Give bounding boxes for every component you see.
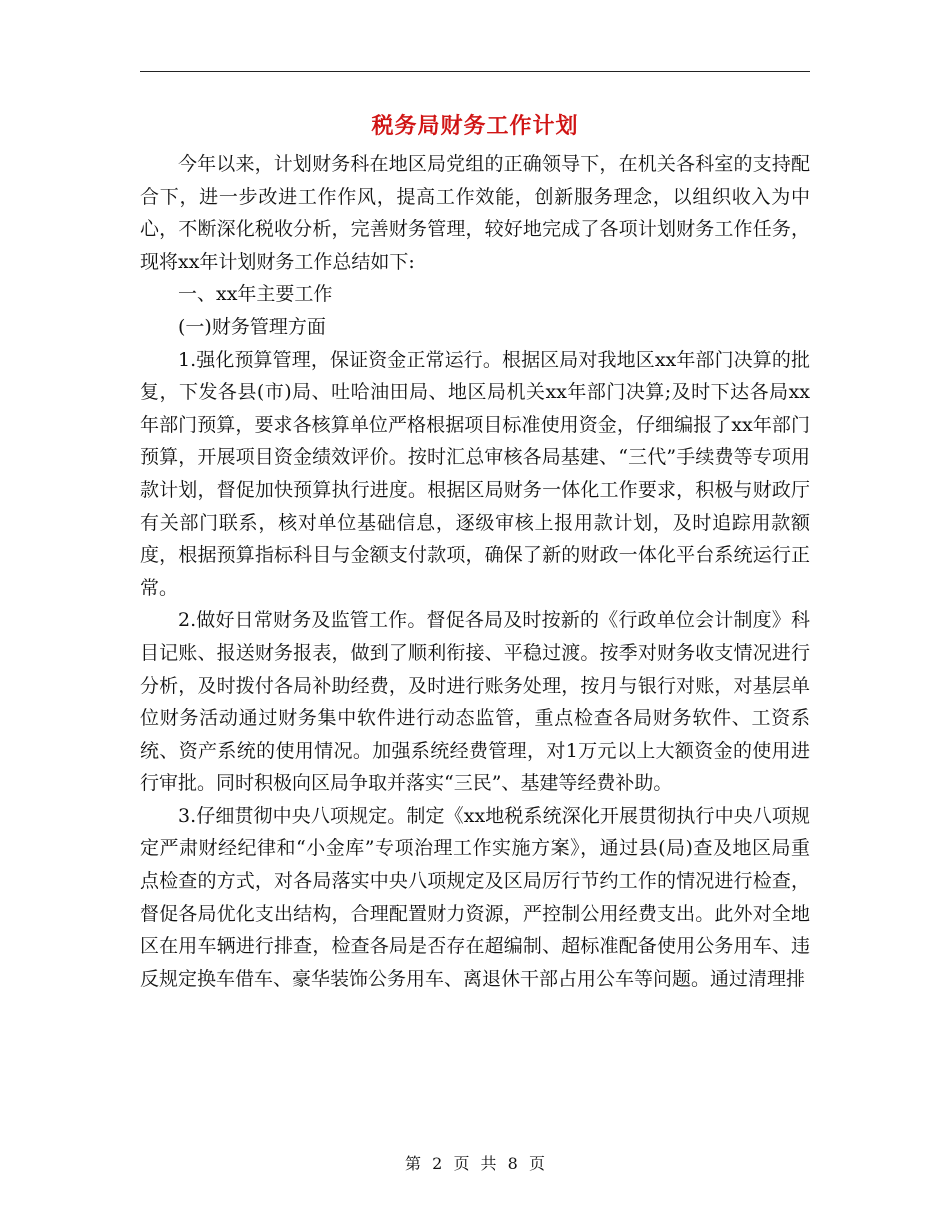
section-heading: 一、xx年主要工作 bbox=[178, 283, 333, 306]
document-title: 税务局财务工作计划 bbox=[371, 113, 579, 139]
page-footer bbox=[0, 1153, 950, 1175]
item-paragraph-3: 3.仔细贯彻中央八项规定。制定《xx地税系统深化开展贯彻执行中央八项规定严肃财经纪律和“小金库”专项治理工作实施方案》，通过县(局)查及地区局重点检查的方式，对各局落实中央八项规定及区局厉行节约工作的情况进行检查，督促各局优化支出结构，合理配置财力资源，严控制公用经费支出。此外对全地区在用车辆进行排查，检查各局是否存在超编制、超标准配备使用公务用车、违反规定换车借车、豪华装饰公务用车、离退休干部占用公车等问题。通过清理排 bbox=[140, 804, 810, 990]
footer-suffix: 页 bbox=[528, 1154, 545, 1173]
footer-page-number: 2 bbox=[432, 1154, 443, 1173]
footer-prefix: 第 bbox=[405, 1154, 422, 1173]
footer-page-label: 页 bbox=[453, 1154, 470, 1173]
footer-total-label: 共 bbox=[480, 1154, 497, 1173]
subsection-heading: (一)财务管理方面 bbox=[178, 315, 326, 338]
item-paragraph-2: 2.做好日常财务及监管工作。督促各局及时按新的《行政单位会计制度》科目记账、报送财务报表，做到了顺利衔接、平稳过渡。按季对财务收支情况进行分析，及时拨付各局补助经费，及时进行账务处理，按月与银行对账，对基层单位财务活动通过财务集中软件进行动态监管，重点检查各局财务软件、工资系统、资产系统的使用情况。加强系统经费管理，对1万元以上大额资金的使用进行审批。同时积极向区局争取并落实“三民”、基建等经费补助。 bbox=[140, 609, 810, 795]
item-paragraph-1: 1.强化预算管理，保证资金正常运行。根据区局对我地区xx年部门决算的批复，下发各县(市)局、吐哈油田局、地区局机关xx年部门决算;及时下达各局xx年部门预算，要求各核算单位严格根据项目标准使用资金，仔细编报了xx年部门预算，开展项目资金绩效评价。按时汇总审核各局基建、“三代”手续费等专项用款计划，督促加快预算执行进度。根据区局财务一体化工作要求，积极与财政厅有关部门联系，核对单位基础信息，逐级审核上报用款计划，及时追踪用款额度，根据预算指标科目与金额支付款项，确保了新的财政一体化平台系统运行正常。 bbox=[140, 348, 810, 599]
intro-paragraph: 今年以来，计划财务科在地区局党组的正确领导下，在机关各科室的支持配合下，进一步改进工作作风，提高工作效能，创新服务理念，以组织收入为中心，不断深化税收分析，完善财务管理，较好地完成了各项计划财务工作任务，现将xx年计划财务工作总结如下: bbox=[140, 153, 810, 273]
document-body bbox=[140, 148, 810, 995]
footer-total-pages: 8 bbox=[507, 1154, 518, 1173]
header-rule bbox=[140, 71, 810, 72]
